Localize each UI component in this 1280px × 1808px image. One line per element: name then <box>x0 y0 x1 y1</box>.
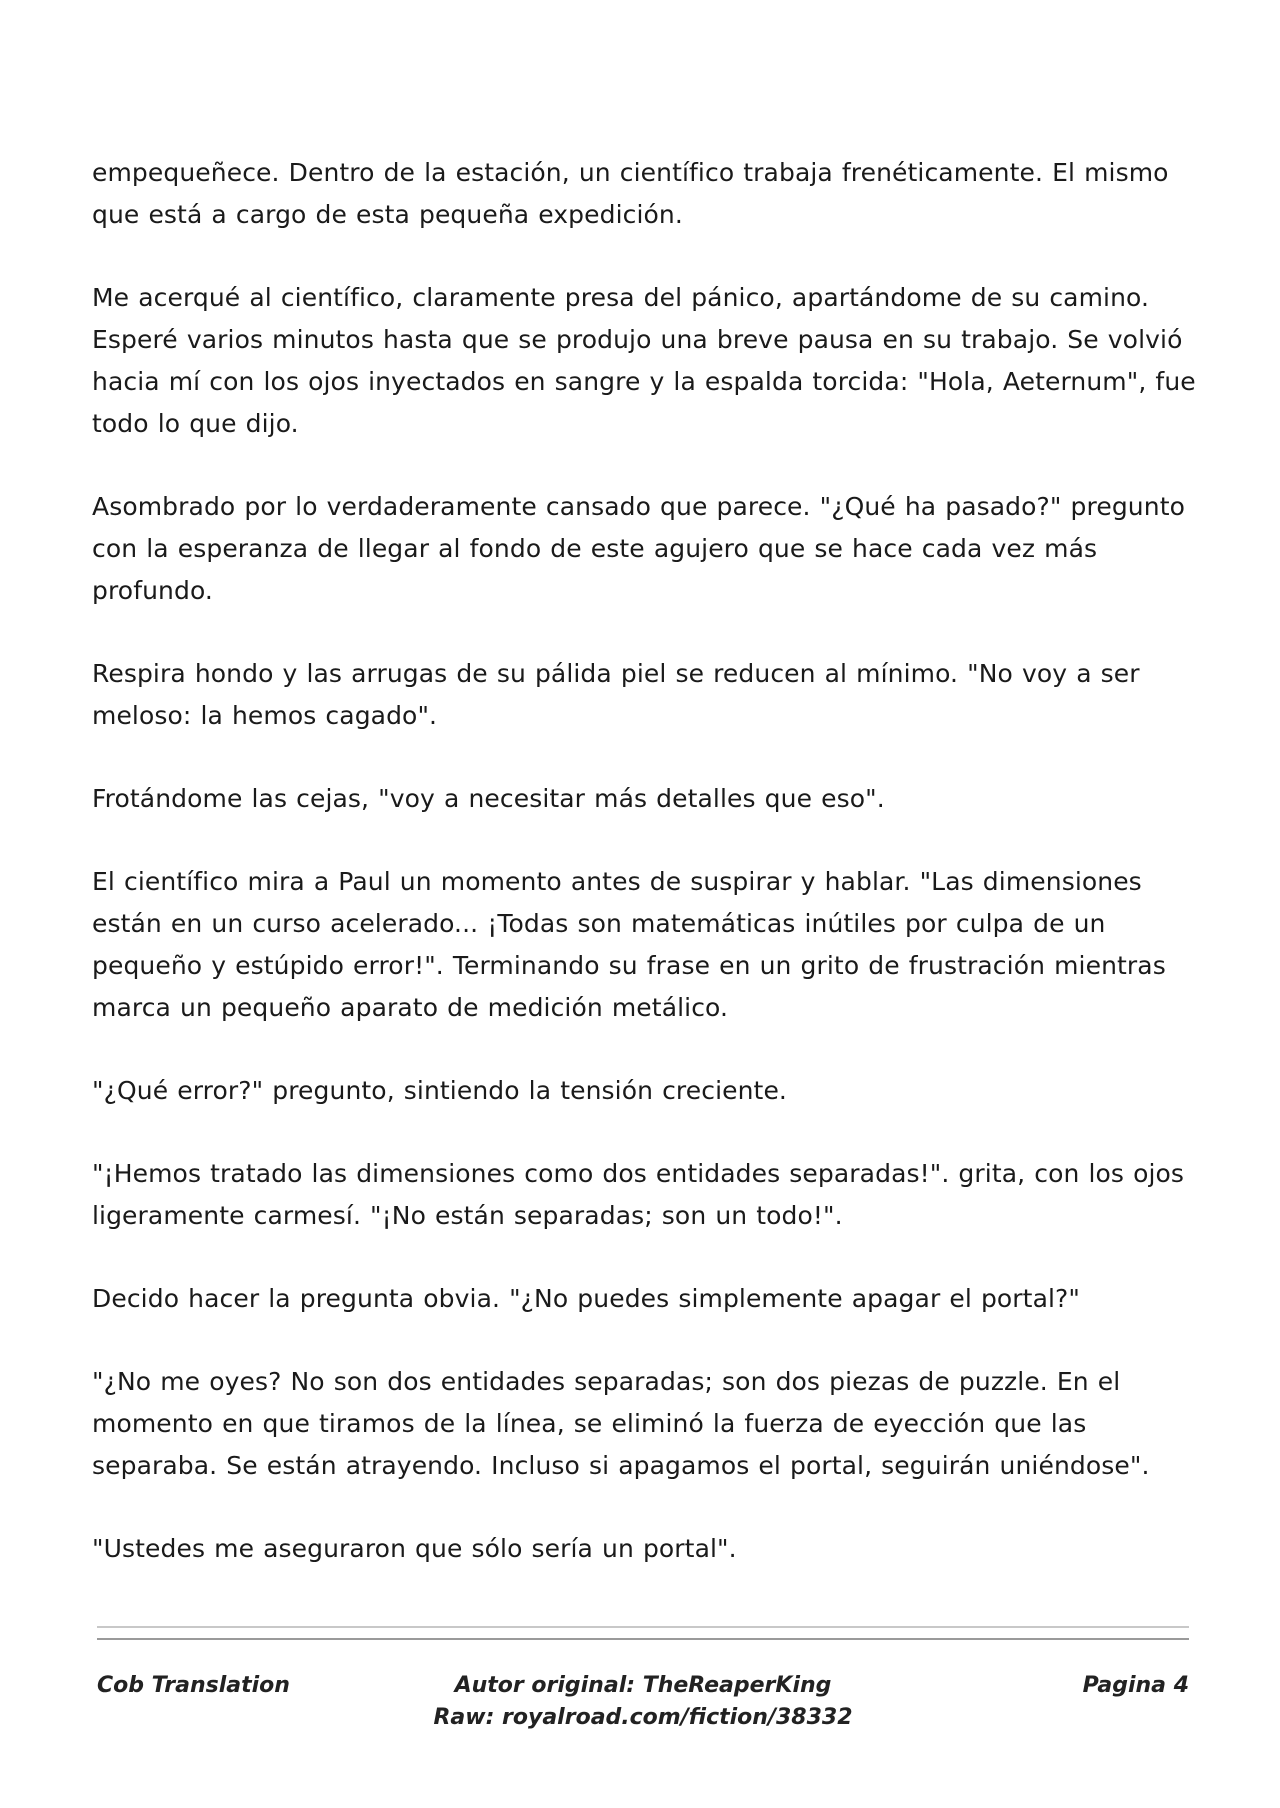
body-text <box>92 152 1198 1611</box>
paragraph: Decido hacer la pregunta obvia. "¿No puedes simplemente apagar el portal?" <box>92 1284 1081 1313</box>
footer-page-number: Pagina 4 <box>1082 1673 1189 1698</box>
footer-source: Raw: royalroad.com/fiction/38332 <box>433 1705 853 1730</box>
footer-credits <box>97 1670 1189 1734</box>
footer-translator: Cob Translation <box>97 1673 290 1698</box>
footer-author: Autor original: TheReaperKing <box>454 1673 832 1698</box>
paragraph: Me acerqué al científico, claramente presa del pánico, apartándome de su camino. Esperé varios minutos hasta que se produjo una breve pausa en su trabajo. Se volvió hacia mí con los ojos inyectados en sangre y la espalda torcida: "Hola, Aeternum", fue todo lo que dijo. <box>92 283 1196 438</box>
paragraph: Respira hondo y las arrugas de su pálida piel se reducen al mínimo. "No voy a ser meloso: la hemos cagado". <box>92 659 1140 730</box>
paragraph: "¿No me oyes? No son dos entidades separadas; son dos piezas de puzzle. En el momento en que tiramos de la línea, se eliminó la fuerza de eyección que las separaba. Se están atrayendo. Incluso si apagamos el portal, seguirán uniéndose". <box>92 1367 1150 1480</box>
paragraph: "Ustedes me aseguraron que sólo sería un portal". <box>92 1534 737 1563</box>
paragraph: empequeñece. Dentro de la estación, un científico trabaja frenéticamente. El mismo que está a cargo de esta pequeña expedición. <box>92 158 1169 229</box>
paragraph: Frotándome las cejas, "voy a necesitar más detalles que eso". <box>92 784 885 813</box>
paragraph: El científico mira a Paul un momento antes de suspirar y hablar. "Las dimensiones están en un curso acelerado... ¡Todas son matemáticas inútiles por culpa de un pequeño y estúpido error!". Terminando su frase en un grito de frustración mientras marca un pequeño aparato de medición metálico. <box>92 867 1166 1022</box>
paragraph: "¡Hemos tratado las dimensiones como dos entidades separadas!". grita, con los ojos ligeramente carmesí. "¡No están separadas; son un todo!". <box>92 1159 1185 1230</box>
paragraph: Asombrado por lo verdaderamente cansado que parece. "¿Qué ha pasado?" pregunto con la esperanza de llegar al fondo de este agujero que se hace cada vez más profundo. <box>92 492 1185 605</box>
paragraph: "¿Qué error?" pregunto, sintiendo la tensión creciente. <box>92 1076 787 1105</box>
footer-divider-bottom <box>97 1638 1189 1640</box>
page-footer <box>97 1670 1189 1750</box>
footer-divider-top <box>97 1626 1189 1628</box>
